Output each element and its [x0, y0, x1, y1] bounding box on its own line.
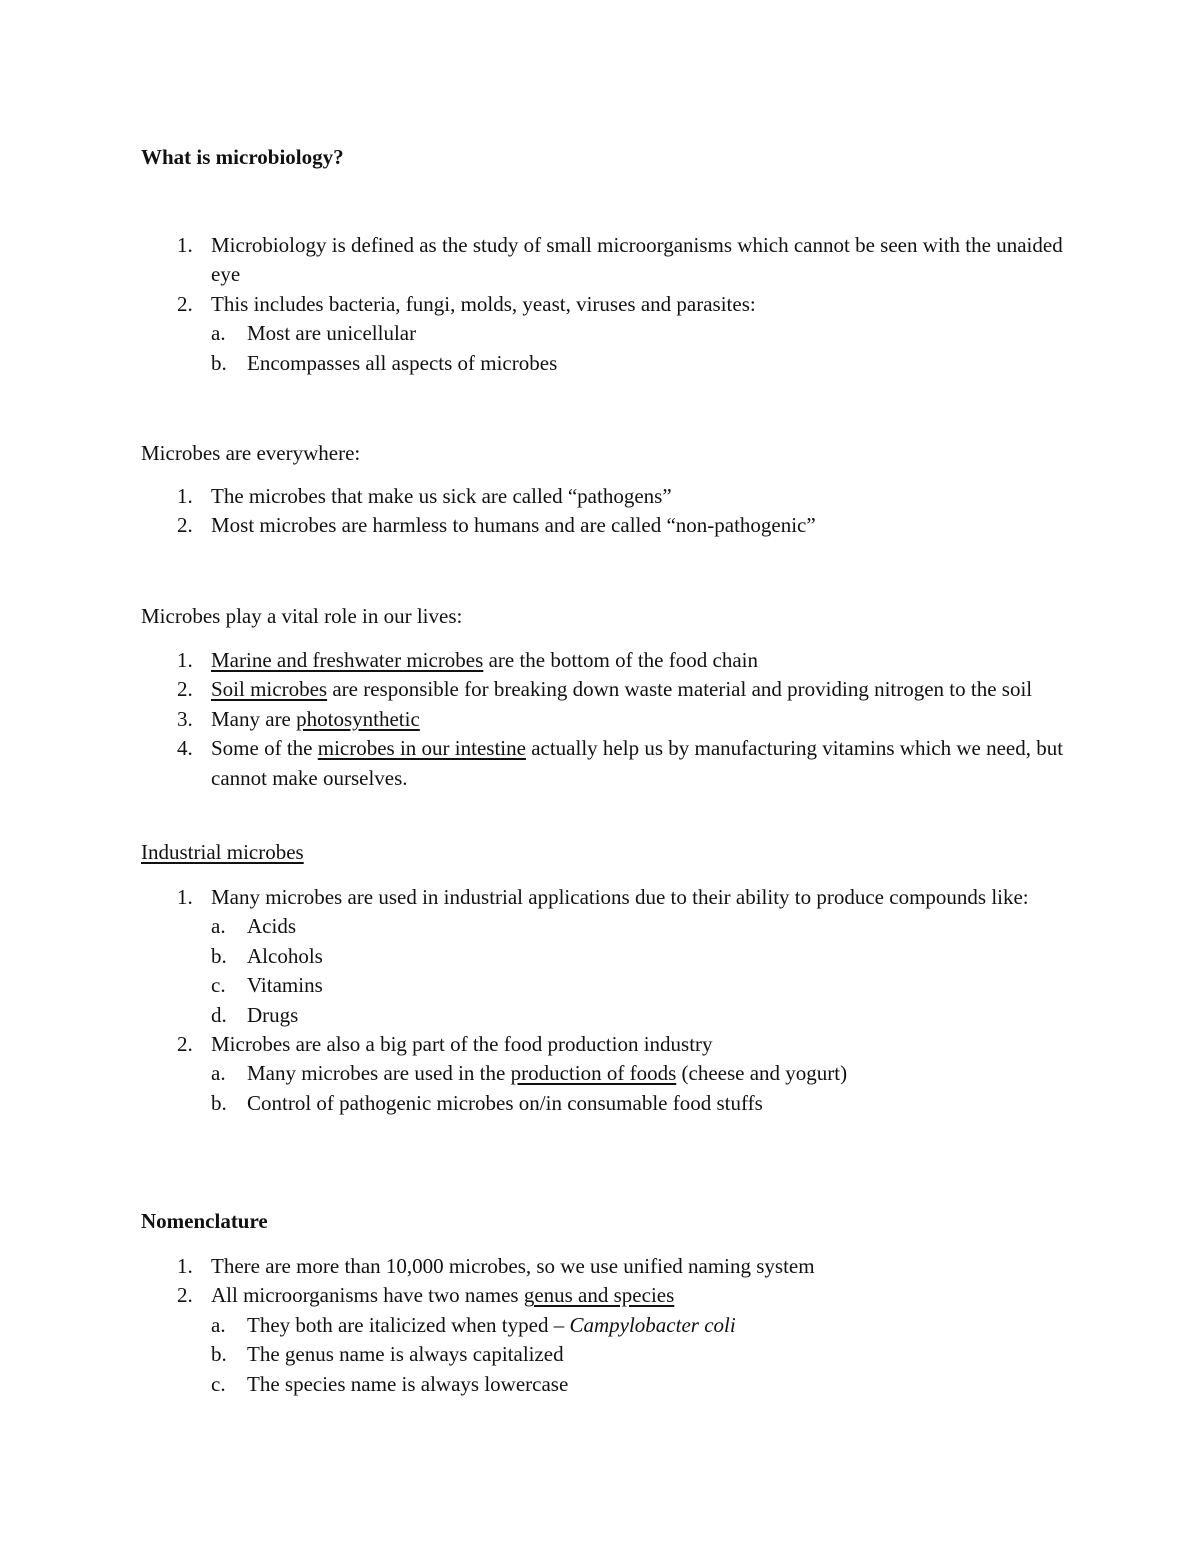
sub-list-marker: b. [211, 350, 227, 375]
list-item-text: Microbiology is defined as the study of small microorganisms which cannot be seen with the unaided eye [211, 233, 1063, 287]
list-item-text: Most microbes are harmless to humans and are called “non-pathogenic” [211, 513, 816, 538]
underlined-term: microbes in our intestine [317, 736, 526, 761]
sub-list-item-text: Most are unicellular [247, 321, 417, 346]
list-item-text: Microbes are also a big part of the food production industry [211, 1032, 713, 1057]
sub-list-item [211, 912, 1081, 941]
list-item [0, 705, 1081, 734]
sub-list [211, 1059, 1081, 1118]
sub-list-marker: a. [211, 321, 226, 346]
sub-list-marker: d. [211, 1002, 227, 1027]
list-item [0, 231, 1081, 290]
list-item [0, 482, 1081, 511]
sub-list-item [211, 1370, 1081, 1399]
underlined-term: production of foods [510, 1061, 677, 1086]
sub-list [211, 912, 1081, 1030]
sub-list-item-text: Many microbes are used in the [247, 1061, 511, 1086]
sub-list-marker: a. [211, 1061, 226, 1086]
sub-list [211, 319, 1081, 378]
list-marker: 1. [177, 1254, 193, 1278]
sub-list-item-text: Vitamins [247, 973, 323, 998]
list-item-text: This includes bacteria, fungi, molds, yeast, viruses and parasites: [211, 291, 756, 316]
list-marker: 1. [177, 484, 193, 508]
list-marker: 2. [177, 1032, 193, 1057]
sub-list-item-text: (cheese and yogurt) [676, 1061, 848, 1086]
sub-list-item [211, 942, 1081, 971]
sub-list-item [211, 971, 1081, 1000]
underlined-term: Soil microbes [211, 677, 328, 702]
sub-list-item [211, 1340, 1081, 1369]
sub-list-item [211, 1001, 1081, 1030]
list-marker: 2. [177, 291, 193, 316]
list-item-text: There are more than 10,000 microbes, so we use unified naming system [211, 1254, 815, 1278]
sub-list-marker: b. [211, 1342, 227, 1367]
list-item [0, 1030, 1081, 1118]
list-item [0, 883, 1081, 1030]
list-marker: 2. [177, 677, 193, 702]
list-marker: 3. [177, 706, 193, 731]
section-title-industrial-microbes: Industrial microbes [141, 840, 304, 864]
list-item-text: actually help us by manufacturing vitamins which we need, but cannot make ourselves. [211, 736, 1064, 790]
sub-list-marker: c. [211, 973, 226, 998]
list-item [0, 1252, 1081, 1281]
sub-list-marker: a. [211, 914, 226, 939]
sub-list-item-text: Drugs [247, 1002, 299, 1027]
sub-list-item [211, 1311, 1081, 1340]
sub-list-item-text: Alcohols [247, 943, 323, 968]
sub-list-marker: a. [211, 1312, 226, 1337]
sub-list-marker: c. [211, 1371, 226, 1396]
underlined-term: Marine and freshwater microbes [211, 648, 484, 672]
nomenclature-list [0, 1252, 1200, 1399]
list-marker: 4. [177, 736, 193, 761]
list-item-text: All microorganisms have two names [211, 1283, 524, 1308]
sub-list [211, 1311, 1081, 1399]
sub-list-item-text: The genus name is always capitalized [247, 1342, 564, 1367]
microbiology-definition-list [0, 231, 1200, 378]
microbes-everywhere-list [0, 482, 1200, 541]
sub-list-marker: b. [211, 943, 227, 968]
sub-list-item [211, 1089, 1081, 1118]
section-title-microbes-everywhere: Microbes are everywhere: [141, 441, 361, 465]
list-item [0, 511, 1081, 540]
list-marker: 1. [177, 233, 193, 257]
list-marker: 2. [177, 1283, 193, 1308]
list-item [0, 290, 1081, 378]
section-title-nomenclature: Nomenclature [141, 1209, 268, 1233]
sub-list-item [211, 319, 1081, 348]
italic-species-name: Campylobacter coli [569, 1312, 736, 1337]
sub-list-item-text: Encompasses all aspects of microbes [247, 350, 558, 375]
list-item-text: The microbes that make us sick are called “pathogens” [211, 484, 672, 508]
underlined-term: photosynthetic [296, 706, 420, 731]
section-title-vital-role: Microbes play a vital role in our lives: [141, 604, 463, 628]
list-item [0, 646, 1081, 675]
list-item [0, 675, 1081, 704]
list-item-text: Many are [211, 706, 297, 731]
list-item [0, 1281, 1081, 1399]
list-item-text: Some of the [211, 736, 318, 761]
list-marker: 2. [177, 513, 193, 538]
industrial-microbes-list [0, 883, 1200, 1118]
vital-role-list [0, 646, 1200, 793]
underlined-term: genus and species [523, 1283, 675, 1308]
sub-list-item-text: They both are italicized when typed – [247, 1312, 570, 1337]
list-marker: 1. [177, 648, 193, 672]
list-item [0, 734, 1081, 793]
list-item-text: are responsible for breaking down waste material and providing nitrogen to the soil [327, 677, 1033, 702]
sub-list-item-text: Control of pathogenic microbes on/in consumable food stuffs [247, 1090, 763, 1115]
list-item-text: Many microbes are used in industrial applications due to their ability to produce compounds like: [211, 885, 1029, 909]
list-marker: 1. [177, 885, 193, 909]
sub-list-marker: b. [211, 1090, 227, 1115]
sub-list-item [211, 1059, 1081, 1088]
section-title-what-is-microbiology: What is microbiology? [141, 145, 344, 169]
list-item-text: are the bottom of the food chain [483, 648, 758, 672]
sub-list-item-text: Acids [247, 914, 296, 939]
sub-list-item [211, 349, 1081, 378]
sub-list-item-text: The species name is always lowercase [247, 1371, 569, 1396]
